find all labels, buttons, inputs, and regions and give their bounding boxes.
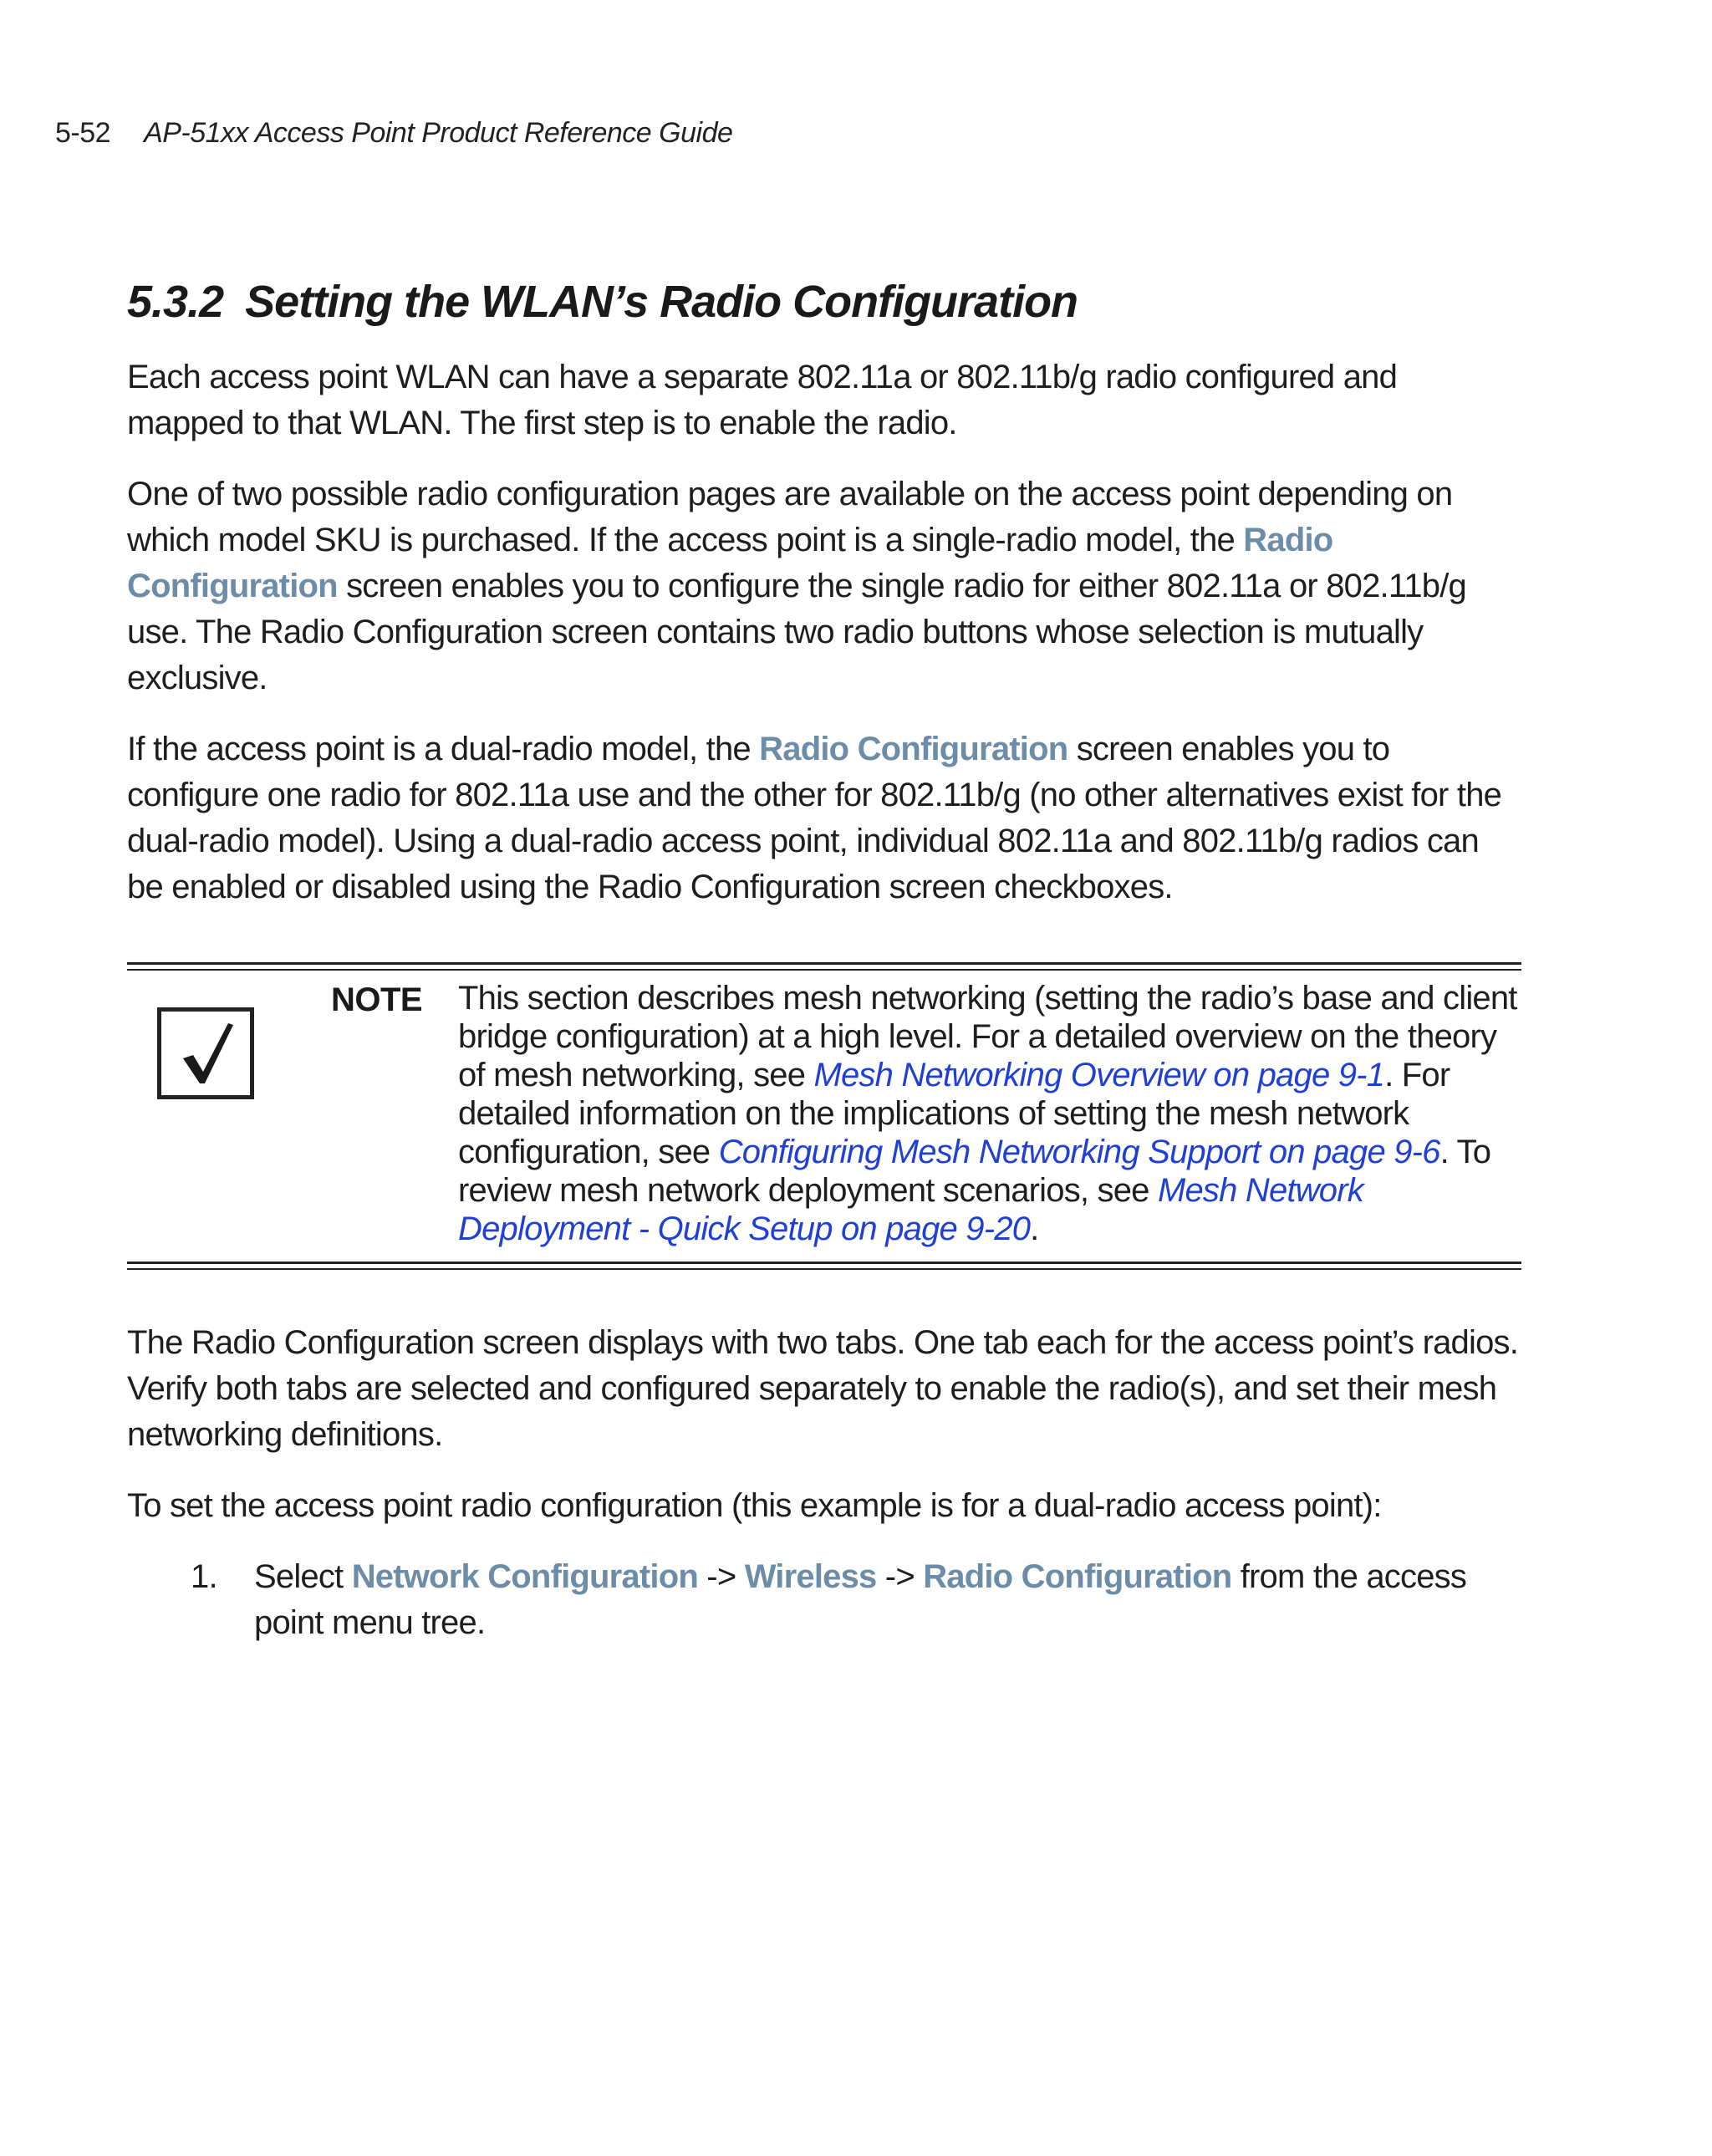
note-text-part: .	[1030, 1211, 1039, 1247]
note-label: NOTE	[331, 981, 423, 1018]
checkmark-box-icon	[157, 1007, 254, 1099]
section-number: 5.3.2	[127, 277, 224, 327]
note-box	[127, 962, 1521, 1270]
note-text-part: . To review mesh network deployment scenarios, see	[458, 1134, 1491, 1209]
step-item	[127, 1554, 1521, 1646]
ui-reference-radio-configuration: Radio Configuration	[759, 731, 1068, 767]
guide-title: AP-51xx Access Point Product Reference Guide	[144, 117, 733, 149]
paragraph-intro: Each access point WLAN can have a separate 802.11a or 802.11b/g radio configured and mapped to that WLAN. The first step is to enable the radio.	[127, 359, 1398, 441]
note-text-part: . For detailed information on the implications of setting the mesh network configuration, see	[458, 1057, 1450, 1170]
procedure-steps	[127, 1554, 1521, 1646]
ui-reference-wireless: Wireless	[744, 1558, 877, 1595]
note-text-part: This section describes mesh networking (setting the radio’s base and client bridge configuration) at a high level. For a detailed overview on the theory of mesh networking, see	[458, 980, 1517, 1093]
paragraph-text: One of two possible radio configuration pages are available on the access point depending on which model SKU is purchased. If the access point is a single-radio model, the	[127, 476, 1453, 558]
step-text: from the access point menu tree.	[254, 1558, 1467, 1641]
ui-reference-radio-configuration: Radio Configuration	[127, 522, 1333, 604]
section-heading	[127, 271, 1521, 333]
note-body	[127, 971, 1521, 1261]
step-separator: ->	[697, 1558, 745, 1595]
checkmark-glyph	[161, 1012, 250, 1095]
ui-reference-radio-configuration: Radio Configuration	[923, 1558, 1232, 1595]
paragraph-dual-radio	[127, 726, 1521, 910]
page-number: 5-52	[55, 117, 111, 149]
paragraph-procedure-intro: To set the access point radio configuration (this example is for a dual-radio access point):	[127, 1487, 1382, 1524]
section-title: Setting the WLAN’s Radio Configuration	[245, 277, 1078, 327]
paragraph-text: screen enables you to configure the single radio for either 802.11a or 802.11b/g use. The Radio Configuration screen contains two radio buttons whose selection is mutually exclusive.	[127, 568, 1467, 696]
running-header	[55, 117, 732, 150]
link-mesh-networking-overview[interactable]: Mesh Networking Overview on page 9-1	[813, 1057, 1385, 1093]
note-text	[458, 979, 1521, 1248]
link-mesh-network-deployment[interactable]: Mesh Network Deployment - Quick Setup on page 9-20	[458, 1172, 1363, 1247]
note-top-rule	[127, 962, 1521, 971]
page-content	[127, 271, 1521, 1646]
paragraph-text: screen enables you to configure one radio for 802.11a use and the other for 802.11b/g (no other alternatives exist for the dual-radio model). Using a dual-radio access point, individual 802.11a and 802.11b/g radios can be enabled or disabled using the Radio Configuration screen checkboxes.	[127, 731, 1502, 905]
step-number: 1.	[191, 1558, 217, 1595]
paragraph-text: If the access point is a dual-radio model, the	[127, 731, 760, 767]
step-separator: ->	[876, 1558, 924, 1595]
paragraph-single-radio	[127, 471, 1521, 701]
paragraph-tabs: The Radio Configuration screen displays with two tabs. One tab each for the access point’s radios. Verify both tabs are selected and configured separately to enable the radio(s), and set their mesh networking definitions.	[127, 1324, 1519, 1453]
link-configuring-mesh-networking-support[interactable]: Configuring Mesh Networking Support on page 9-6	[718, 1134, 1440, 1170]
ui-reference-network-configuration: Network Configuration	[351, 1558, 698, 1595]
note-bottom-rule	[127, 1261, 1521, 1270]
step-text: Select	[254, 1558, 352, 1595]
